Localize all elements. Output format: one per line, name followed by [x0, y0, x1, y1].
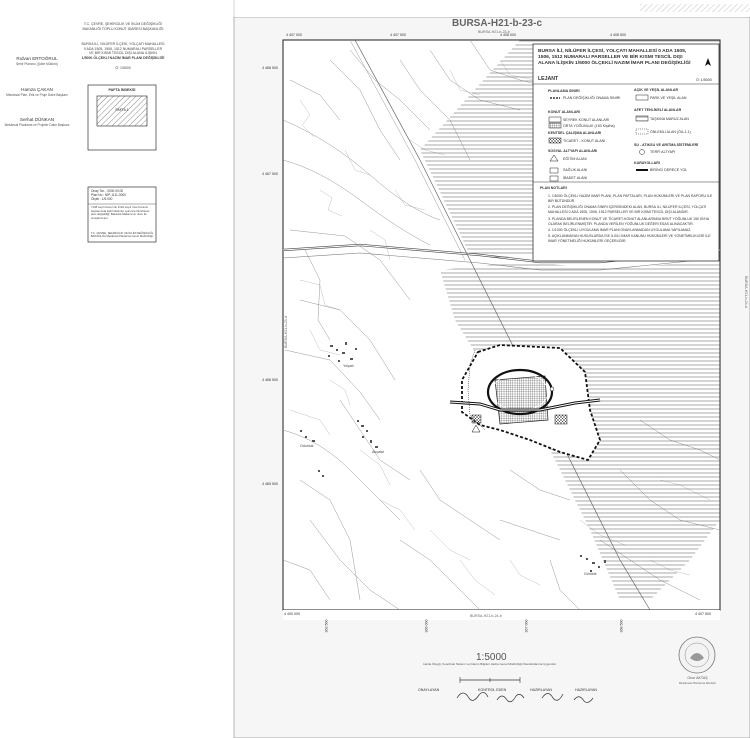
- coord-bottom-5: 368 500: [619, 619, 624, 633]
- sheet-right-neighbor: BURSA-H21-b-24-d: [743, 276, 748, 308]
- signer-2: KONTROL EDEN: [478, 688, 507, 692]
- swatch-terfi: [640, 150, 645, 155]
- legend-head-afet: AFET TEHLİKELİ ALANLAR: [634, 108, 682, 112]
- swatch-seyrek: [549, 117, 561, 122]
- legend-title-line-3: ALANA İLİŞKİN 1/5000 ÖLÇEKLİ NAZIM İMAR PLANI DEĞİŞİKLİĞİ: [538, 61, 691, 67]
- left-plan-title-2: 0 ADA 1505, 1506, 1512 NUMARALI PARSELLER: [83, 46, 163, 51]
- legend-head-plan: PLANLAMA SINIRI: [548, 89, 580, 93]
- corner-hatch: [640, 4, 750, 12]
- legend-head-sosyal: SOSYAL ALTYAPI ALANLARI: [548, 149, 598, 153]
- social-area-1: [555, 415, 567, 424]
- sheet-bottom-code: BURSA-H21-b-24-b: [470, 614, 502, 618]
- coord-top-2: 4 407 500: [390, 33, 406, 37]
- left-plan-scale: Ö: 1/5000: [115, 66, 131, 70]
- left-plan-title-3: VE BİR KISMI TESCİL DIŞI ALANA İLİŞKİN: [89, 51, 157, 55]
- legend-item-park: PARK VE YEŞİL ALAN: [650, 96, 687, 100]
- approval-line-1: Onay Tar. : 0000.00.00: [91, 189, 124, 193]
- swatch-ticaret: [549, 138, 561, 143]
- plan-note-5: 5. AÇIKLANMAYAN HUSUSLARDA İSE İLGİLİ İMAR KANUNU HÜKÜMLERİ VE YÖNETMELİKLERİ İLE İMAR YÖNETMELİĞİ HÜKÜMLERİ GEÇERLİDİR.: [548, 234, 711, 244]
- coord-bottom-3: 366 000: [424, 619, 429, 633]
- swatch-taskin: [636, 116, 648, 121]
- coord-top-3: 4 408 000: [500, 33, 516, 37]
- coord-bottom-2: 363 500: [324, 619, 329, 633]
- legend-item-plan: PLAN DEĞİŞİKLİĞİ ONAMA SINIRI: [563, 96, 621, 100]
- coord-bottom-4: 367 000: [524, 619, 529, 633]
- seal-name: Onur AKTAŞ: [687, 676, 708, 680]
- symbol-a: [550, 387, 554, 391]
- key-map-title: PAFTA İNDEKSİ: [108, 88, 136, 92]
- authority-title: T.C. ÇEVRE, ŞEHİRCİLİK VE İKLİM DEĞİŞİKLİĞİ BAKANLIĞI TOPLU KONUT İDARESİ BAŞKANLIĞI: [82, 22, 164, 31]
- coord-bottom-1: 4 400 000: [284, 612, 300, 616]
- coord-left-2: 4 467 500: [262, 172, 278, 176]
- plan-notes: [548, 194, 716, 244]
- approval-lines: [91, 189, 155, 202]
- coord-bottom-6: 4 407 500: [695, 612, 711, 616]
- sheet-left-neighbor: BURSA-H21-b-23-d: [283, 316, 288, 348]
- place-1: Yolçatı: [343, 364, 354, 368]
- residential-grid: [495, 376, 548, 424]
- legend-item-ibadet: İBADET ALANI: [563, 176, 588, 180]
- scale-label: 1:5000: [476, 652, 507, 663]
- map-notice: Harita Ölçeği, Koordinat Sistemi ve Datum Bilgileri Harita Genel Müdürlüğü Standartlarına Uygundur.: [423, 662, 557, 666]
- legend-head-acik: AÇIK VE YEŞİL ALANLAR: [634, 88, 679, 92]
- approval-text: 7108 sayılı Kanun ile 3194 sayılı İmar Kanunu kapsamında ilgili hükümler uyarınca hazırlanan plan değişikliği, Bakanlık Makamının oluru ile onaylanmıştır.: [91, 205, 150, 220]
- legend-item-taskin: TAŞKINA MARUZ ALAN: [650, 117, 689, 121]
- swatch-ibadet: [550, 176, 558, 181]
- legend-item-terfi: TERFİ ALTYAPI: [650, 150, 676, 154]
- plan-note-4: 4. 1/1000 ÖLÇEKLİ UYGULAMA İMAR PLANI ONAYLANMADAN UYGULAMA YAPILAMAZ.: [548, 227, 692, 232]
- social-area-2: [472, 415, 481, 423]
- place-2: Akçalar: [372, 450, 384, 454]
- sheet-sub-code: BURSA-H21-b-23-b: [478, 30, 510, 34]
- place-4: Odunluk: [300, 444, 314, 448]
- coord-top-4: 4 408 500: [610, 33, 626, 37]
- person-3-role: Mekânsal Planlama ve Projeler Daire Başkanı: [4, 123, 70, 127]
- plan-note-3: 3. PLANDA BELİRLENEN KONUT VE TİCARET-KONUT ALANLARINDA BRÜT YOĞUNLUK 150 Kİ/HA OLARAK BELİRLENMİŞTİR. PLANDA VERİLEN YOĞUNLUK DEĞERİ ESAS ALINACAKTIR.: [548, 216, 709, 226]
- key-map-label: PAFTA 1: [115, 108, 129, 112]
- person-3-name: Serhat DÜNKAN: [19, 117, 55, 122]
- person-1-role: Şehir Plancısı (Şube Müdürü): [16, 62, 58, 66]
- legend-title: [538, 49, 716, 68]
- plan-notes-head: PLAN NOTLARI: [540, 186, 567, 190]
- person-1-name: Rıdvan ERTOĞRUL: [16, 56, 58, 61]
- signer-1: ONAYLAYAN: [418, 688, 440, 692]
- legend-title-line-1: BURSA İLİ, NİLÜFER İLÇESİ, YOLÇATI MAHALLESİ 0 ADA 1505,: [538, 49, 687, 54]
- legend-item-saglik: SAĞLIK ALANI: [563, 168, 588, 172]
- legend-title-line-2: 1506, 1512 NUMARALI PARSELLER VE BİR KISMI TESCİL DIŞI: [538, 55, 683, 61]
- left-plan-title: [78, 42, 168, 60]
- approval-footer: T.C. ÇEVRE, ŞEHİRCİLİK VE İKLİM DEĞİŞİKLİĞİ BAKANLIĞI Mekânsal Planlama Genel Müdürlüğü: [90, 231, 154, 239]
- approval-line-3: Ölçek : 1/5.000: [91, 197, 113, 202]
- signer-4: HAZIRLAYAN: [575, 688, 598, 692]
- legend-lejant: LEJANT: [538, 76, 559, 82]
- legend-item-road: BİRİNCİ DERECE YOL: [650, 168, 688, 172]
- signer-3: HAZIRLAYAN: [530, 688, 553, 692]
- legend-head-su: SU - ATIKSU VE ARITMA SİSTEMLERİ: [634, 143, 699, 147]
- left-plan-title-4: 1/5000 ÖLÇEKLİ NAZIM İMAR PLANI DEĞİŞİKLİĞİ: [81, 55, 165, 60]
- place-3: Görükle: [584, 572, 597, 576]
- coord-left-1: 4 468 500: [262, 66, 278, 70]
- legend-head-karayollari: KARAYOLLARI: [634, 161, 660, 165]
- swatch-orta: [549, 123, 561, 128]
- legend-head-kentsel: KENTSEL ÇALIŞMA ALANLARI: [548, 131, 602, 135]
- swatch-park: [636, 95, 648, 100]
- swatch-onlemli: [636, 129, 648, 134]
- legend-item-seyrek: SEYREK KONUT ALANLARI: [563, 118, 610, 122]
- swatch-saglik: [550, 168, 558, 173]
- coord-left-4: 4 465 500: [262, 482, 278, 486]
- legend-item-ticaret: TİCARET - KONUT ALANI: [563, 139, 606, 143]
- approval-line-2: Plan No : NİP-1111-0000: [91, 193, 126, 198]
- legend-head-konut: KONUT ALANLARI: [548, 110, 581, 114]
- legend-item-egitim: EĞİTİM ALANI: [563, 157, 587, 161]
- person-2-name: Hamza ÇAKAN: [21, 87, 53, 92]
- person-2-role: Mekânsal Plan, Etüt ve Proje Daire Başkanı: [6, 93, 68, 97]
- legend-item-orta: ORTA YOĞUNLUK (150 Kişi/ha): [563, 124, 615, 128]
- plan-note-1: 1. 1/5000 ÖLÇEKLİ NAZIM İMAR PLANI, PLAN PAFTALARI, PLAN HÜKÜMLERİ VE PLAN RAPORU İLE BİR BÜTÜNDÜR.: [548, 194, 713, 203]
- seal-role: Mekânsal Planlama Müdürü: [678, 681, 717, 685]
- left-plan-title-1: BURSA İLİ, NİLÜFER İLÇESİ, YOLÇATI MAHALLESİ: [81, 42, 165, 46]
- coord-left-3: 4 466 500: [262, 378, 278, 382]
- legend-item-onlemli: ÖNLEMLİ ALAN (ÖA-1.1): [650, 130, 691, 134]
- plan-note-2: 2. PLAN DEĞİŞİKLİĞİ ONAMA SINIRI İÇERİSİNDEKİ ALAN, BURSA İLİ, NİLÜFER İLÇESİ, YOLÇATI MAHALLESİ 0 ADA 1505, 1506, 1512 PARSELLER VE BİR KISMI TESCİL DIŞI ALANDIR.: [548, 205, 707, 215]
- coord-top-1: 4 407 000: [286, 33, 302, 37]
- sheet-code: BURSA-H21-b-23-c: [452, 18, 543, 29]
- legend-scale: Ö: 1/5000: [696, 78, 712, 82]
